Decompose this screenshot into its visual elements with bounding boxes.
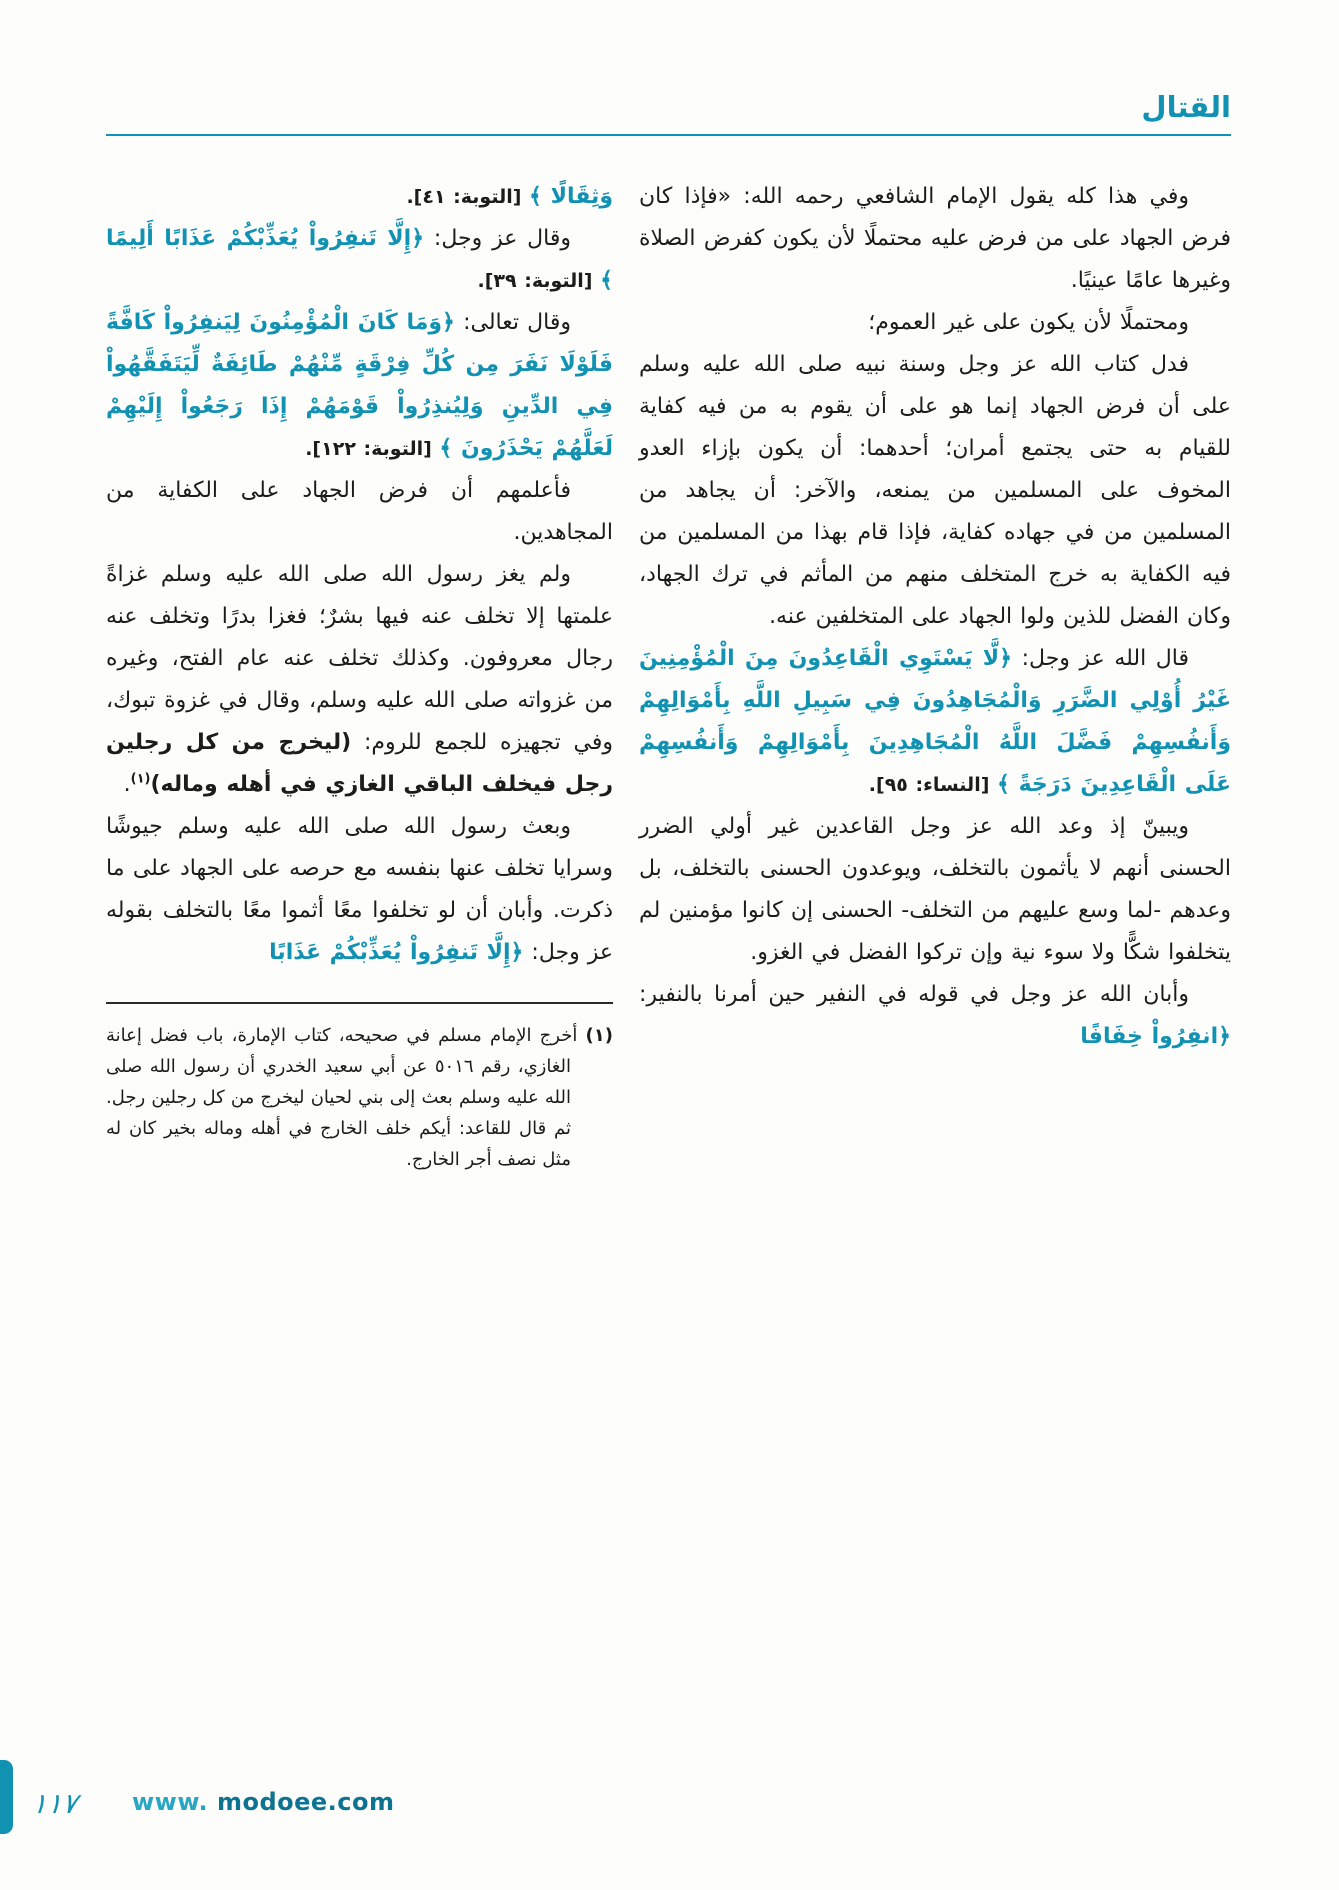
- body-text: فدل كتاب الله عز وجل وسنة نبيه صلى الله عليه وسلم على أن فرض الجهاد إنما هو على أن يقوم به من فيه كفاية للقيام به حتى يجتمع أمران؛ أحدهما: أن يكون بإزاء العدو المخوف على المسلمين من يمنعه، والآخر: أن يجاهد من المسلمين من في جهاده كفاية، فإذا قام بهذا من المسلمين من فيه الكفاية به خرج المتخلف منهم من المأثم في ترك الجهاد، وكان الفضل للذين ولوا الجهاد على المتخلفين عنه.: [639, 352, 1231, 629]
- quran-verse: ﴿إِلَّا تَنفِرُواْ يُعَذِّبْكُمْ عَذَابًا: [269, 940, 524, 965]
- paragraph: [639, 638, 1231, 806]
- body-text: قال الله عز وجل:: [1012, 646, 1189, 671]
- paragraph: [106, 554, 613, 806]
- website-www: www.: [132, 1788, 209, 1816]
- paragraph: [639, 176, 1231, 302]
- footnote-reference: (١): [130, 771, 151, 787]
- paragraph: [639, 806, 1231, 974]
- website-link[interactable]: [132, 1788, 395, 1816]
- footnote-section: [106, 1002, 613, 1175]
- paragraph: [639, 344, 1231, 638]
- page-title: القتال: [1141, 90, 1231, 124]
- verse-reference: [التوبة: ١٢٢].: [305, 438, 440, 460]
- column-right-body: [639, 176, 1231, 1058]
- paragraph: [106, 176, 613, 218]
- footnote-marker: (١): [585, 1025, 613, 1046]
- website-domain: modoee.com: [208, 1788, 395, 1816]
- body-text: وقال عز وجل:: [424, 226, 571, 251]
- paragraph: [106, 302, 613, 470]
- quran-verse: ﴿إِلَّا تَنفِرُواْ يُعَذِّبْكُمْ عَذَابًا أَلِيمًا ﴾: [106, 226, 613, 293]
- body-text: ولم يغز رسول الله صلى الله عليه وسلم غزاةً علمتها إلا تخلف عنه فيها بشرٌ؛ فغزا بدرًا وتخلف عنه رجال معروفون. وكذلك تخلف عنه عام الفتح، وغيره من غزواته صلى الله عليه وسلم، وقال في غزوة تبوك، وفي تجهيزه للجمع للروم:: [106, 562, 613, 755]
- body-text: فأعلمهم أن فرض الجهاد على الكفاية من المجاهدين.: [106, 478, 613, 545]
- body-text: ومحتملًا لأن يكون على غير العموم؛: [868, 310, 1189, 335]
- body-text: .: [123, 772, 131, 797]
- quran-verse: ﴿وَمَا كَانَ الْمُؤْمِنُونَ لِيَنفِرُواْ كَافَّةً فَلَوْلَا نَفَرَ مِن كُلِّ فِرْقَةٍ مِّنْهُمْ طَائِفَةٌ لِّيَتَفَقَّهُواْ فِي الدِّينِ وَلِيُنذِرُواْ قَوْمَهُمْ إِذَا رَجَعُواْ إِلَيْهِمْ لَعَلَّهُمْ يَحْذَرُونَ ﴾: [106, 310, 613, 461]
- column-right: [639, 176, 1231, 1058]
- paragraph: [106, 806, 613, 974]
- quran-verse: ﴿انفِرُواْ خِفَافًا: [1080, 1024, 1231, 1049]
- verse-reference: [النساء: ٩٥].: [868, 774, 998, 796]
- page-header: [106, 90, 1231, 136]
- body-text: وقال تعالى:: [454, 310, 571, 335]
- footnote-separator: [106, 1002, 613, 1004]
- paragraph: [106, 470, 613, 554]
- column-left: [106, 176, 613, 1175]
- verse-reference: [التوبة: ٤١].: [406, 186, 530, 208]
- column-left-body: [106, 176, 613, 974]
- verse-reference: [التوبة: ٣٩].: [477, 270, 601, 292]
- page-edge-bar: [0, 1760, 13, 1834]
- footnote-text: [106, 1020, 613, 1175]
- body-text: وفي هذا كله يقول الإمام الشافعي رحمه الله: «فإذا كان فرض الجهاد على من فرض عليه محتملًا لأن يكون كفرض الصلاة وغيرها عامًا عينيًا.: [639, 184, 1231, 293]
- body-text: ويبينّ إذ وعد الله عز وجل القاعدين غير أولي الضرر الحسنى أنهم لا يأثمون بالتخلف، ويوعدون الحسنى بالتخلف، بل وعدهم -لما وسع عليهم من التخلف- الحسنى إن كانوا مؤمنين لم يتخلفوا شكًّا ولا سوء نية وإن تركوا الفضل في الغزو.: [639, 814, 1231, 965]
- header-rule: [106, 134, 1231, 136]
- page-number: ١١٧: [30, 1787, 79, 1820]
- hadith-quote: (ليخرج من كل رجلين رجل فيخلف الباقي الغازي في أهله وماله): [106, 730, 613, 797]
- footnote-body-text: أخرج الإمام مسلم في صحيحه، كتاب الإمارة، باب فضل إعانة الغازي، رقم ٥٠١٦ عن أبي سعيد الخدري أن رسول الله صلى الله عليه وسلم بعث إلى بني لحيان ليخرج من كل رجلين رجل. ثم قال للقاعد: أيكم خلف الخارج في أهله وماله بخير كان له مثل نصف أجر الخارج.: [106, 1025, 578, 1170]
- body-text: وبعث رسول الله صلى الله عليه وسلم جيوشًا وسرايا تخلف عنها بنفسه مع حرصه على الجهاد على ما ذكرت. وأبان أن لو تخلفوا معًا أثموا معًا بالتخلف بقوله عز وجل:: [106, 814, 613, 965]
- paragraph: [639, 302, 1231, 344]
- text-columns: [106, 176, 1231, 1175]
- quran-verse: ﴿لَّا يَسْتَوِي الْقَاعِدُونَ مِنَ الْمُؤْمِنِينَ غَيْرُ أُوْلِي الضَّرَرِ وَالْمُجَاهِدُونَ فِي سَبِيلِ اللَّهِ بِأَمْوَالِهِمْ وَأَنفُسِهِمْ فَضَّلَ اللَّهُ الْمُجَاهِدِينَ بِأَمْوَالِهِمْ وَأَنفُسِهِمْ عَلَى الْقَاعِدِينَ دَرَجَةً ﴾: [639, 646, 1231, 797]
- quran-verse: وَثِقَالًا ﴾: [529, 184, 613, 209]
- paragraph: [639, 974, 1231, 1058]
- paragraph: [106, 218, 613, 302]
- body-text: وأبان الله عز وجل في قوله في النفير حين أمرنا بالنفير:: [639, 982, 1189, 1007]
